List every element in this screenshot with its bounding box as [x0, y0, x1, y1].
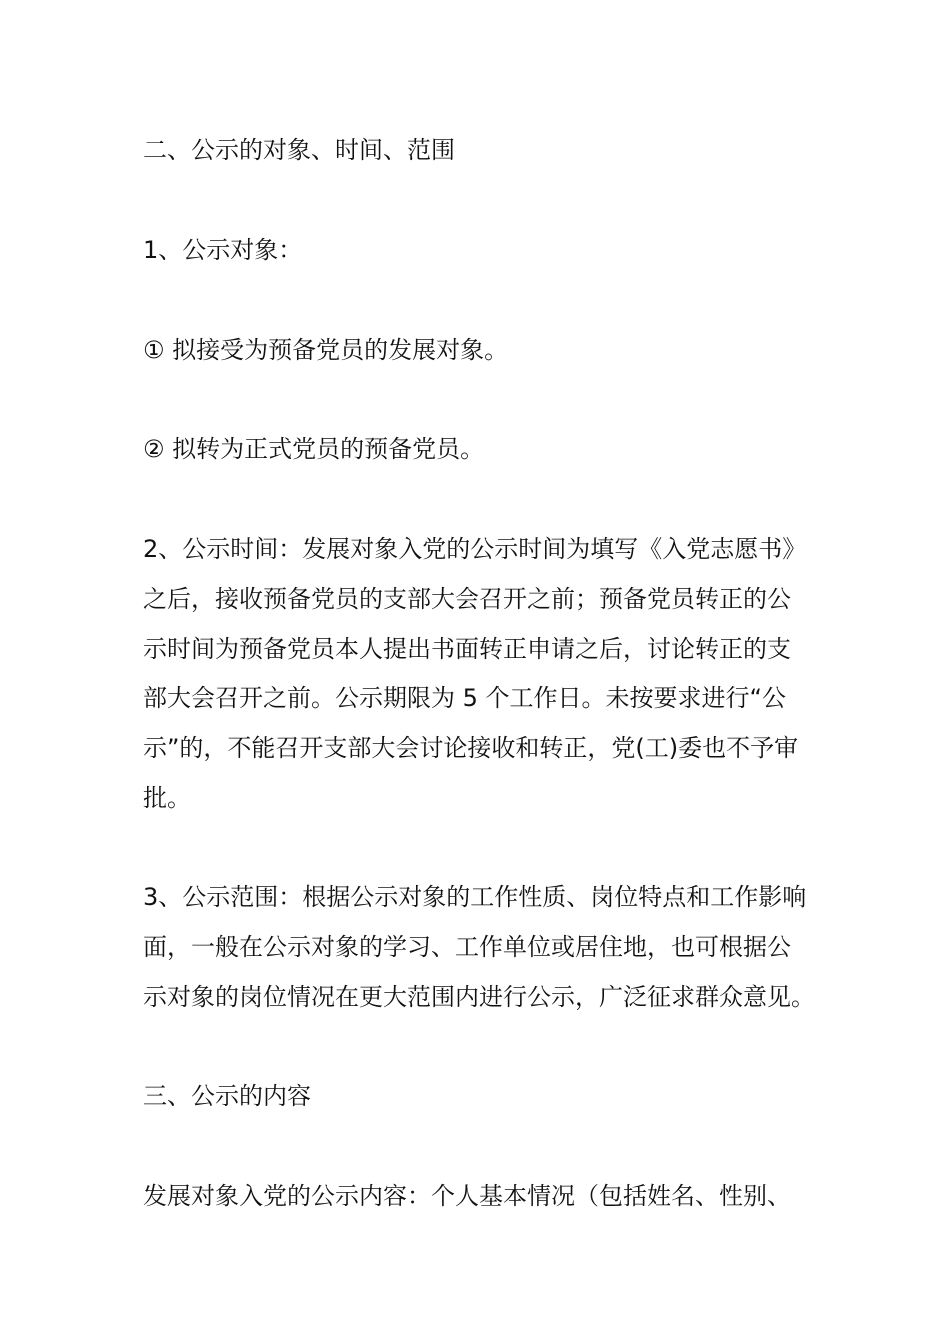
section-heading-2: 二、公示的对象、时间、范围 — [143, 136, 455, 164]
item-2-line-4: 部大会召开之前。公示期限为 5 个工作日。未按要求进行“公 — [143, 684, 786, 712]
item-2-line-2: 之后，接收预备党员的支部大会召开之前；预备党员转正的公 — [143, 585, 791, 613]
item-1-point-2: ② 拟转为正式党员的预备党员。 — [143, 435, 485, 463]
item-3-line-1: 3、公示范围：根据公示对象的工作性质、岗位特点和工作影响 — [143, 883, 807, 911]
item-3-line-2: 面，一般在公示对象的学习、工作单位或居住地，也可根据公 — [143, 933, 791, 961]
section-heading-3: 三、公示的内容 — [143, 1082, 311, 1110]
content-line-1: 发展对象入党的公示内容：个人基本情况（包括姓名、性别、 — [143, 1182, 791, 1210]
item-2-line-6: 批。 — [143, 784, 191, 812]
item-1-point-1: ① 拟接受为预备党员的发展对象。 — [143, 336, 509, 364]
item-2-line-5: 示”的，不能召开支部大会讨论接收和转正，党(工)委也不予审 — [143, 734, 799, 762]
item-2-line-1: 2、公示时间：发展对象入党的公示时间为填写《入党志愿书》 — [143, 535, 807, 563]
item-1-title: 1、公示对象： — [143, 236, 303, 264]
item-2-line-3: 示时间为预备党员本人提出书面转正申请之后，讨论转正的支 — [143, 635, 791, 663]
item-3-line-3: 示对象的岗位情况在更大范围内进行公示，广泛征求群众意见。 — [143, 983, 815, 1011]
